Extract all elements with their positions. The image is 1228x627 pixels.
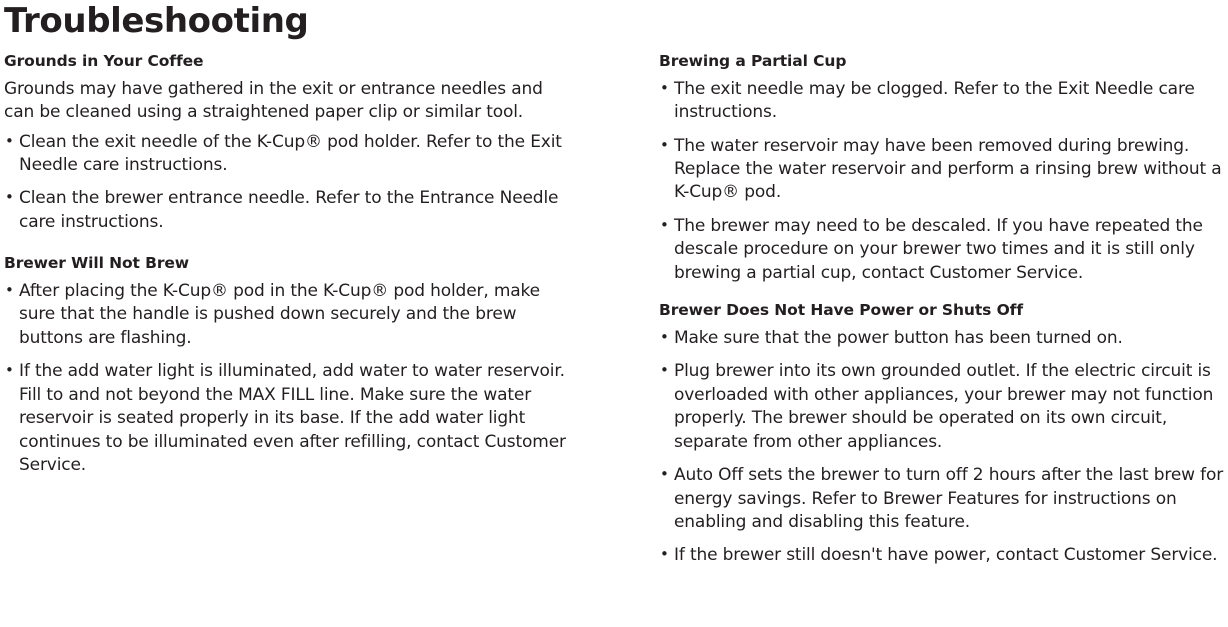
- section-paragraph: Grounds may have gathered in the exit or entrance needles and can be cleaned using a straightened paper clip or similar tool.: [4, 78, 543, 123]
- list-item: • Plug brewer into its own grounded outlet. If the electric circuit is overloaded with other appliances, your brewer may not function properly. The brewer should be operated on its own circuit, separate from other appliances.: [659, 360, 1228, 454]
- list-item: • Auto Off sets the brewer to turn off 2 hours after the last brew for energy savings. Refer to Brewer Features for instructions on enabling and disabling this feature.: [659, 464, 1228, 534]
- left-column: [4, 52, 577, 478]
- section-brewer-will-not-brew: [4, 254, 577, 477]
- bullet-list: [4, 280, 577, 478]
- bullet-list: [659, 327, 1228, 568]
- list-item: • Clean the brewer entrance needle. Refer to the Entrance Needle care instructions.: [4, 187, 577, 234]
- list-item: • If the brewer still doesn't have power, contact Customer Service.: [659, 544, 1228, 567]
- bullet-list: [4, 131, 577, 235]
- section-heading: Brewer Will Not Brew: [4, 254, 189, 273]
- list-item: • The water reservoir may have been removed during brewing. Replace the water reservoir and perform a rinsing brew without a K-Cup® pod.: [659, 135, 1228, 205]
- list-item: • If the add water light is illuminated, add water to water reservoir. Fill to and not beyond the MAX FILL line. Make sure the water reservoir is seated properly in its base. If the add water light continues to be illuminated even after refilling, contact Customer Service.: [4, 360, 577, 477]
- list-item: • Clean the exit needle of the K-Cup® pod holder. Refer to the Exit Needle care instructions.: [4, 131, 577, 178]
- right-column: [659, 52, 1228, 568]
- page-title: Troubleshooting: [4, 1, 309, 41]
- list-item: • The exit needle may be clogged. Refer to the Exit Needle care instructions.: [659, 78, 1228, 125]
- section-brewer-does-not-have-power: [659, 301, 1228, 568]
- list-item: • Make sure that the power button has been turned on.: [659, 327, 1228, 350]
- section-heading: Brewing a Partial Cup: [659, 52, 847, 70]
- section-heading: Brewer Does Not Have Power or Shuts Off: [659, 301, 1023, 320]
- list-item: • The brewer may need to be descaled. If you have repeated the descale procedure on your brewer two times and it is still only brewing a partial cup, contact Customer Service.: [659, 215, 1228, 285]
- bullet-list: [659, 78, 1228, 286]
- section-grounds-in-your-coffee: [4, 52, 577, 234]
- list-item: • After placing the K-Cup® pod in the K-Cup® pod holder, make sure that the handle is pushed down securely and the brew buttons are flashing.: [4, 280, 577, 350]
- section-brewing-a-partial-cup: [659, 52, 1228, 285]
- section-heading: Grounds in Your Coffee: [4, 52, 204, 70]
- two-column-layout: [4, 52, 1224, 568]
